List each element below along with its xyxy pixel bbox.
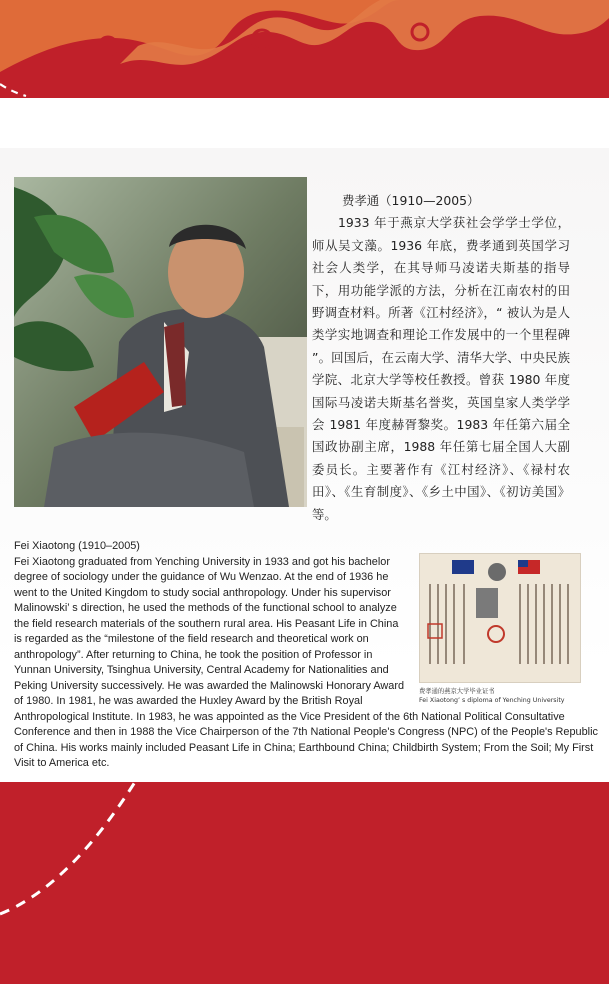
chinese-name-heading: 费孝通（1910—2005） xyxy=(342,193,480,208)
diploma-caption-english: Fei Xiaotong’ s diploma of Yenching University xyxy=(419,697,565,704)
diploma-caption-chinese: 费孝通的燕京大学毕业证书 xyxy=(419,688,495,695)
dashed-curve-icon xyxy=(0,782,609,984)
top-decorative-band xyxy=(0,0,609,98)
english-name-heading: Fei Xiaotong (1910–2005) xyxy=(14,540,140,552)
chinese-biography-text: 1933 年于燕京大学获社会学学士学位，师从吴文藻。1936 年底，费孝通到英国学习社会人类学，在其导师马凌诺夫斯基的指导下，用功能学派的方法，分析在江南农村的田野调查材料。所著《江村经济》，“ 被认为是人类学实地调查和理论工作发展中的一个里程碑 ”。回国后，在云南大学、清华大学、中央民族学院、北京大学等校任教授。曾获 1980 年度国际马凌诺夫斯基名誉奖，英国皇家人类学学会 1981 年度赫胥黎奖。1983 年任第六届全国政协副主席，1988 年任第七届全国人大副委员长。主要著作有《江村经济》、《禄村农田》、《生育制度》、《乡土中国》、《初访美国》等。 xyxy=(312,215,570,522)
portrait-photo xyxy=(14,177,307,507)
diploma-image xyxy=(419,553,581,683)
diploma-figure xyxy=(419,553,581,705)
chinese-biography xyxy=(312,190,570,526)
english-biography-text: Fei Xiaotong graduated from Yenching University in 1933 and got his bachelor degree of sociology under the guidance of Wu Wenzao. At the end of 1936 he went to the United Kingdom to study social anthropology. Under his supervisor Malinowski’ s direction, he used the methods of the functional school to analyze the field research materials of the southern rural area. His Peasant Life in China is regarded as the “milestone of the field research and theoretical work on anthropology”. After returning to China, he took the position of Professor in Yunnan University, Tsinghua University, Central Academy for Nationalities and Peking University successively. He was awarded the Malinowski Honorary Award of 1980. In 1981, he was awarded the Huxley Award by the British Royal Anthropological Institute. In 1983, he was appointed as the Vice President of the 6th National Political Consultative Conference and then in 1988 the Vice Chairperson of the 7th National People's Congress (NPC) of the People's Republic of China. His works mainly included Peasant Life in China; Earthbound China; Childbirth System; From the Soil; My First Visit to America etc. xyxy=(14,555,598,769)
cloud-pattern-icon xyxy=(0,0,609,98)
bottom-decorative-band xyxy=(0,782,609,984)
english-biography xyxy=(14,539,606,772)
